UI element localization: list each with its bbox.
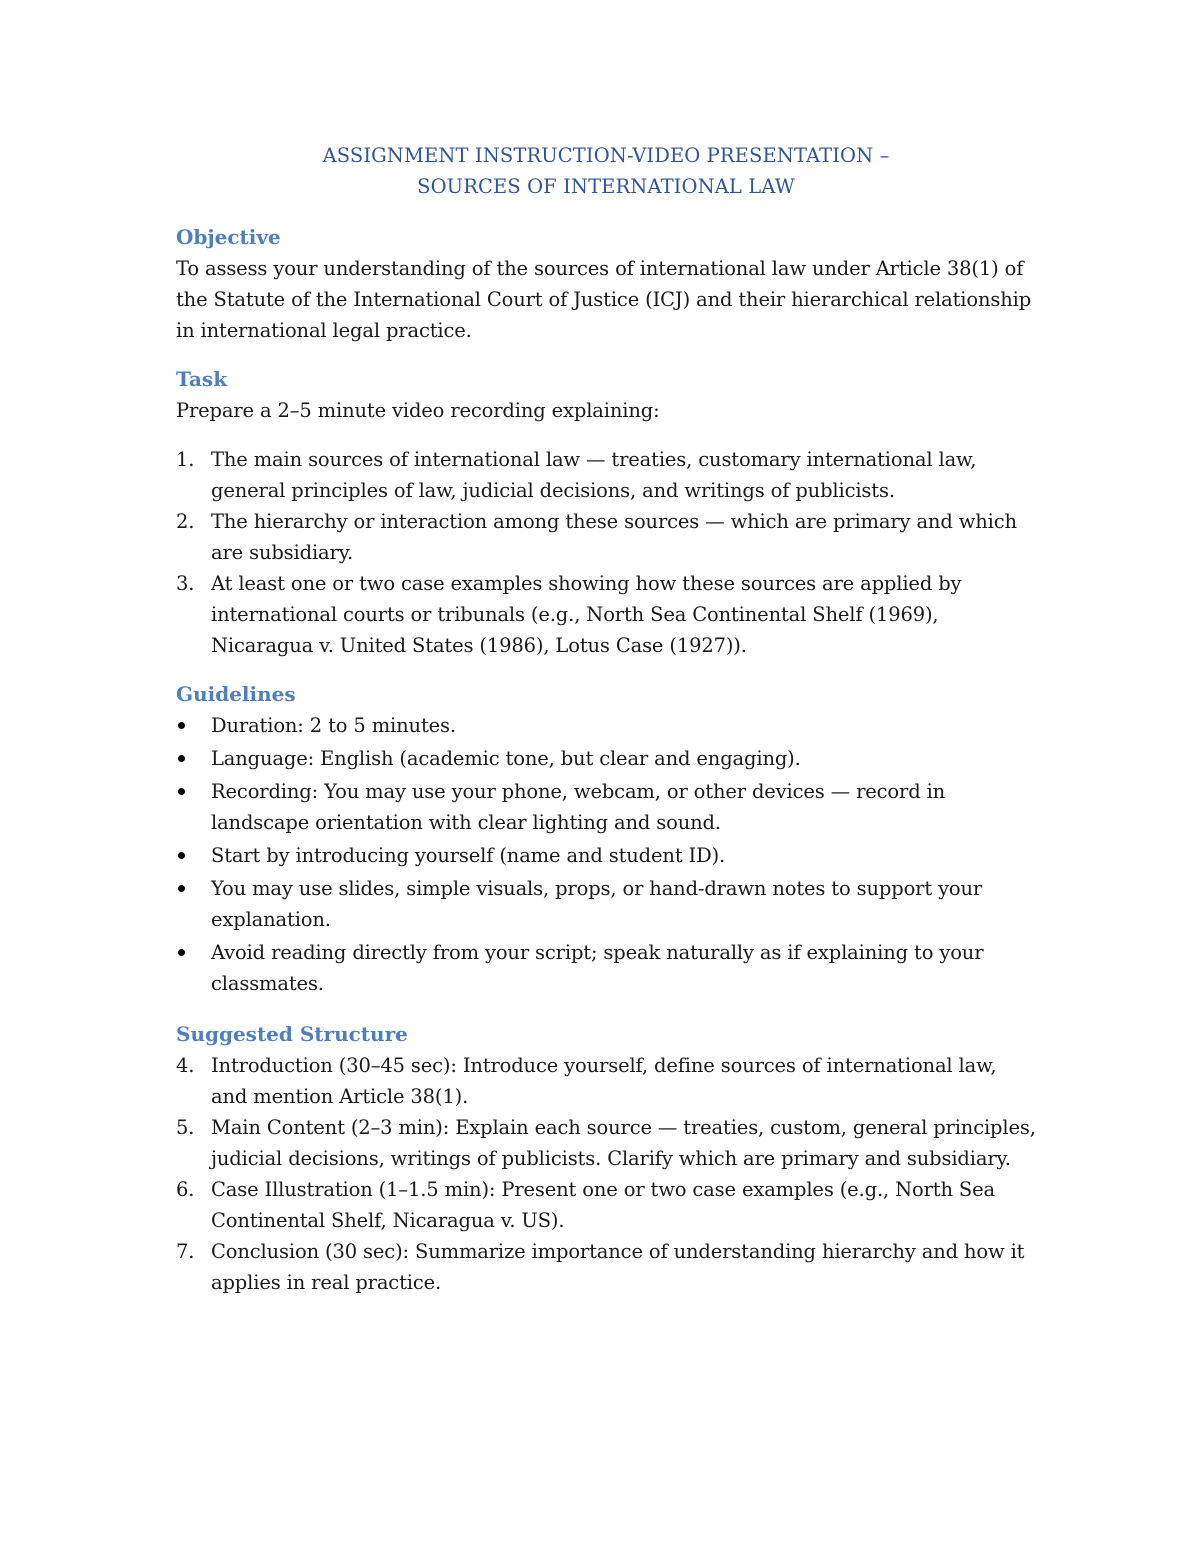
bullet-icon [178, 852, 185, 859]
objective-text: To assess your understanding of the sources of international law under Article 38(1) of the Statute of the International Court of Justice (ICJ) and their hierarchical relationship in international legal practice. [176, 257, 1032, 342]
list-item [176, 840, 1036, 871]
list-item [176, 568, 1036, 661]
list-item [176, 873, 1036, 935]
list-number: 4. [176, 1054, 195, 1077]
structure-list [176, 1050, 1036, 1298]
list-item [176, 506, 1036, 568]
bullet-icon [178, 722, 185, 729]
guidelines-list [176, 710, 1036, 999]
list-number: 7. [176, 1240, 195, 1263]
list-item [176, 1174, 1036, 1236]
document-content [176, 140, 1036, 1298]
list-number: 2. [176, 510, 195, 533]
list-item [176, 1050, 1036, 1112]
list-item [176, 710, 1036, 741]
list-item-text: Duration: 2 to 5 minutes. [211, 714, 456, 737]
task-intro: Prepare a 2–5 minute video recording explaining: [176, 399, 660, 422]
document-title [176, 140, 1036, 202]
bullet-icon [178, 788, 185, 795]
bullet-icon [178, 885, 185, 892]
list-number: 3. [176, 572, 195, 595]
list-item [176, 1236, 1036, 1298]
list-item-text: At least one or two case examples showing how these sources are applied by international courts or tribunals (e.g., North Sea Continental Shelf (1969), Nicaragua v. United States (1986), Lotus Case (1927)). [211, 572, 962, 657]
list-item [176, 776, 1036, 838]
task-list [176, 444, 1036, 661]
list-item-text: Case Illustration (1–1.5 min): Present one or two case examples (e.g., North Sea Continental Shelf, Nicaragua v. US). [211, 1178, 995, 1232]
title-line-2: SOURCES OF INTERNATIONAL LAW [417, 175, 795, 198]
list-item [176, 1112, 1036, 1174]
bullet-icon [178, 949, 185, 956]
list-item [176, 937, 1036, 999]
list-number: 6. [176, 1178, 195, 1201]
list-item-text: You may use slides, simple visuals, props, or hand-drawn notes to support your explanation. [211, 877, 983, 931]
list-item-text: Language: English (academic tone, but clear and engaging). [211, 747, 801, 770]
guidelines-heading: Guidelines [176, 682, 296, 706]
list-item-text: Introduction (30–45 sec): Introduce yourself, define sources of international law, and mention Article 38(1). [211, 1054, 997, 1108]
list-item-text: Recording: You may use your phone, webcam, or other devices — record in landscape orientation with clear lighting and sound. [211, 780, 946, 834]
list-item-text: Main Content (2–3 min): Explain each source — treaties, custom, general principles, judicial decisions, writings of publicists. Clarify which are primary and subsidiary. [211, 1116, 1036, 1170]
list-item-text: Conclusion (30 sec): Summarize importance of understanding hierarchy and how it applies in real practice. [211, 1240, 1025, 1294]
structure-heading: Suggested Structure [176, 1022, 408, 1046]
list-item [176, 444, 1036, 506]
title-line-1: ASSIGNMENT INSTRUCTION-VIDEO PRESENTATION – [322, 144, 890, 167]
list-item-text: The main sources of international law — treaties, customary international law, general principles of law, judicial decisions, and writings of publicists. [211, 448, 977, 502]
task-heading: Task [176, 367, 228, 391]
list-item-text: The hierarchy or interaction among these sources — which are primary and which are subsidiary. [211, 510, 1017, 564]
list-item-text: Start by introducing yourself (name and student ID). [211, 844, 726, 867]
list-number: 1. [176, 448, 195, 471]
bullet-icon [178, 755, 185, 762]
list-number: 5. [176, 1116, 195, 1139]
list-item-text: Avoid reading directly from your script; speak naturally as if explaining to your classmates. [211, 941, 984, 995]
objective-heading: Objective [176, 225, 281, 249]
list-item [176, 743, 1036, 774]
